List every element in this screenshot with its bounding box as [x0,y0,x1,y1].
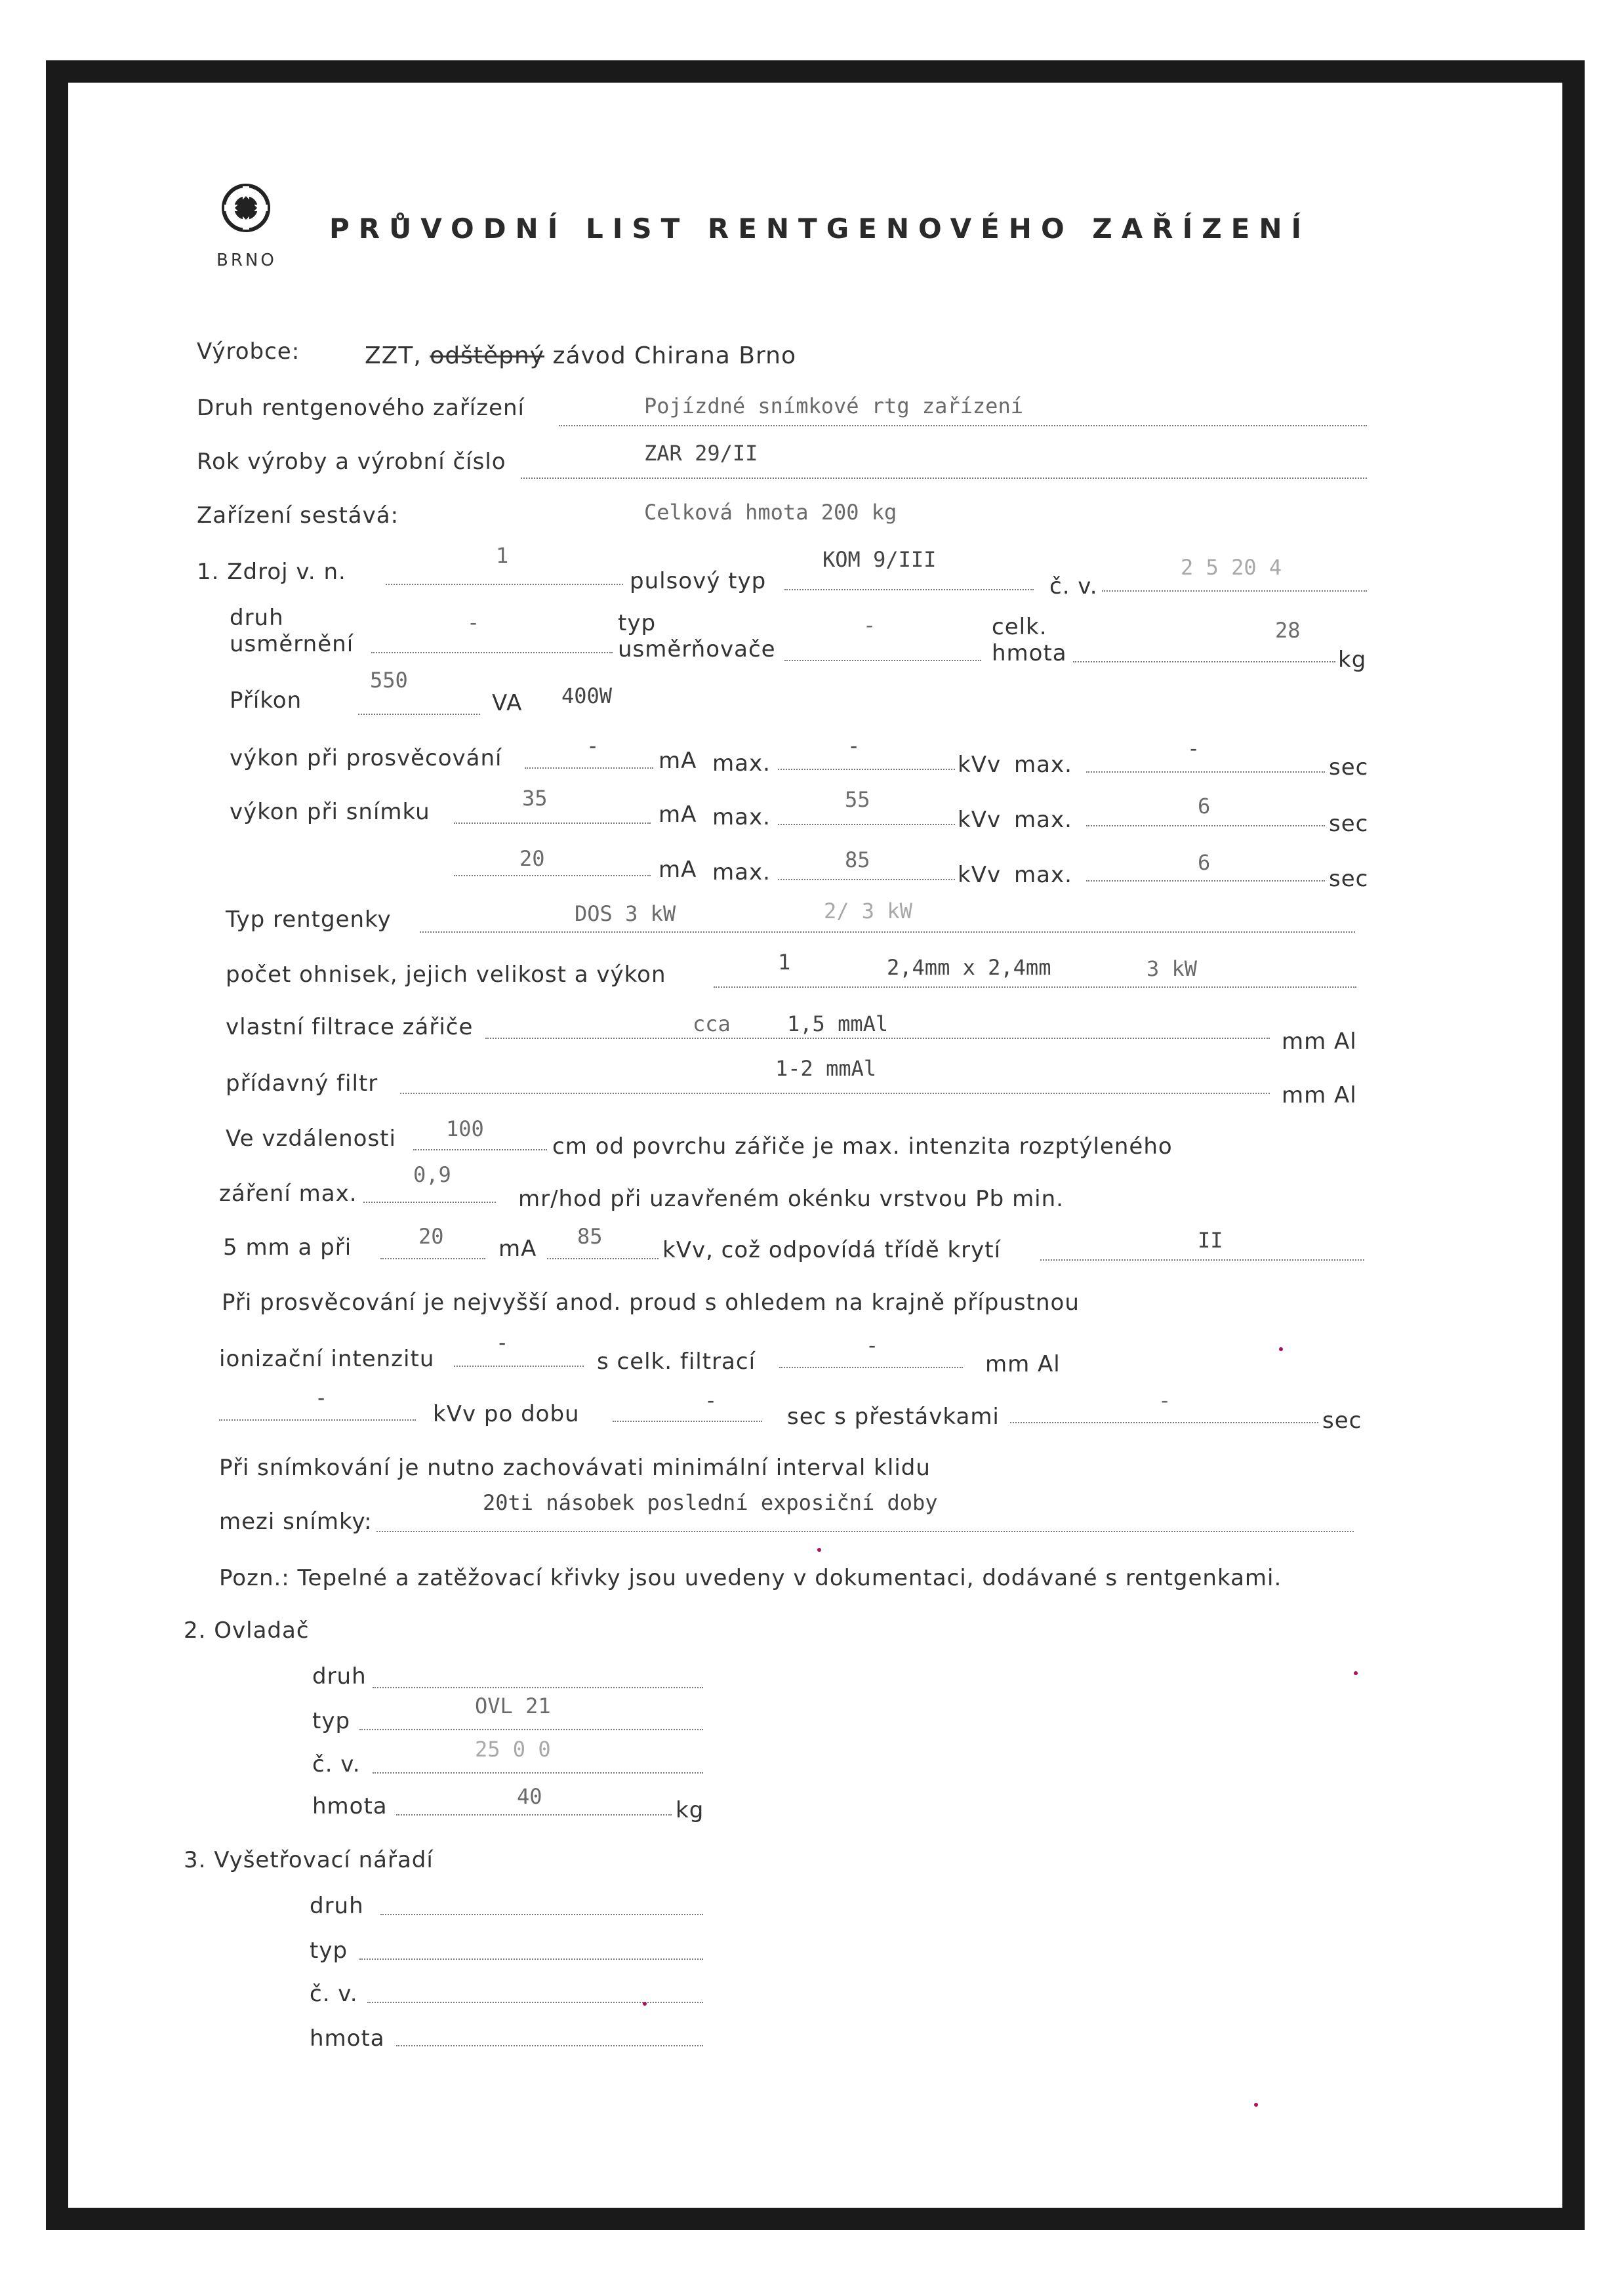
consists-label: Zařízení sestává: [197,502,399,529]
tube-dots [420,931,1355,933]
sec-value: 6 [1198,850,1211,875]
sec-unit: sec [1329,754,1369,781]
year-dots [521,477,1367,479]
mm-kv-value: 85 [577,1224,603,1249]
max-label: max. [1014,752,1072,778]
ovladac-hmota-dots [396,1814,672,1816]
celk-dots [1073,661,1335,662]
pulse-dots [784,589,1034,590]
ion-value: - [496,1330,509,1355]
ovladac-typ-dots [359,1729,703,1730]
naradi-typ-dots [359,1958,703,1960]
kv-value: - [847,733,861,758]
ma-unit: mA [659,748,697,774]
max-label: max. [712,804,771,830]
kv-dots [778,879,955,880]
doba-value: - [704,1388,718,1413]
power-row-label: výkon při snímku [230,799,430,825]
prikon-unit: VA [492,690,523,716]
mm-ma-value: 20 [418,1224,444,1249]
sec-value: - [1187,736,1200,761]
tube-value: DOS 3 kW [575,901,676,926]
cv-value: 2 5 20 4 [1181,555,1282,580]
kvv-label: kVv po dobu [433,1401,580,1427]
mezi-dots [376,1531,1354,1532]
mm-ma-dots [380,1258,485,1259]
sec-dots [1086,880,1325,882]
doba-dots [613,1421,762,1422]
max-label: max. [1014,807,1072,833]
naradi-cv-label: č. v. [310,1981,358,2007]
filtr-unit: mm Al [1282,1028,1357,1055]
kvv-value: - [315,1385,328,1410]
pause-label: sec s přestávkami [787,1404,1000,1430]
celk-label-1: celk. [992,614,1047,640]
typ-label-2: usměrňovače [618,636,776,662]
ma-value: 35 [522,786,548,811]
naradi-druh-dots [380,1914,703,1915]
ovladac-hmota-label: hmota [312,1793,388,1819]
ink-mark [1354,1671,1358,1675]
tube-value-2: 2/ 3 kW [824,899,912,923]
add-filtr-label: přídavný filtr [226,1070,378,1097]
celk-value: 28 [1275,618,1301,643]
kv-dots [778,769,955,770]
max-label: max. [712,750,771,777]
kv-unit: kVv [958,862,1002,888]
ma-dots [525,767,653,769]
filtr-value-1: cca [693,1011,731,1036]
celk-unit: kg [1338,647,1367,673]
ion-label: ionizační intenzitu [219,1346,435,1372]
tube-label: Typ rentgenky [226,906,392,933]
add-filtr-unit: mm Al [1282,1082,1357,1108]
foci-power: 3 kW [1147,956,1198,981]
dist-text: cm od povrchu zářiče je max. intenzita rozptýleného [552,1133,1173,1160]
kv-unit: kVv [958,807,1002,833]
chirana-logo [219,181,273,235]
druh-dots [371,652,613,653]
naradi-cv-dots [367,2002,703,2003]
cv-dots [1102,590,1367,592]
ma-dots [454,822,651,824]
foci-count: 1 [778,950,791,975]
kvv-dots [219,1419,416,1421]
zdroj-dots [386,584,623,585]
sec-unit: sec [1329,811,1369,837]
filtr-value-2: 1,5 mmAl [787,1011,889,1036]
ovladac-cv-dots [373,1772,703,1774]
power-row-label: výkon při prosvěcování [230,745,502,771]
dist-prefix: Ve vzdálenosti [226,1126,396,1152]
year-label: Rok výroby a výrobní číslo [197,449,506,475]
foci-size: 2,4mm x 2,4mm [887,955,1051,980]
mm-class-dots [1040,1259,1364,1261]
ovladac-cv-value: 25 0 0 [475,1737,551,1762]
manufacturer-label: Výrobce: [197,338,300,365]
typ-value: - [863,613,876,638]
prikon-value: 550 [370,668,408,693]
ion-dots [454,1366,584,1367]
naradi-druh-label: druh [310,1893,364,1919]
rad-text: mr/hod při uzavřeném okénku vrstvou Pb min. [518,1186,1064,1212]
naradi-hmota-dots [396,2045,703,2046]
pause-value: - [1158,1388,1171,1413]
pause-dots [1010,1422,1318,1423]
manufacturer-value [365,342,796,369]
max-label: max. [1014,862,1072,888]
pulse-label: pulsový typ [630,568,767,594]
prosv-text: Při prosvěcování je nejvyšší anod. proud s ohledem na krajně přípustnou [222,1289,1080,1316]
dist-dots [413,1149,547,1150]
ovladac-druh-label: druh [312,1663,367,1690]
prikon-dots [358,714,480,715]
ink-mark [1279,1347,1283,1351]
filtr-label: vlastní filtrace zářiče [226,1014,474,1040]
dist-value: 100 [446,1116,484,1141]
ovladac-hmota-value: 40 [517,1784,542,1809]
zdroj-value: 1 [496,543,509,568]
sec-unit: sec [1329,866,1369,892]
druh-label-2: usměrnění [230,631,354,657]
type-label: Druh rentgenového zařízení [197,395,525,421]
ma-dots [454,875,651,876]
ma-unit: mA [659,802,697,828]
mezi-value: 20ti násobek poslední exposiční doby [483,1490,938,1515]
mm-class-value: II [1198,1228,1223,1253]
year-value: ZAR 29/II [644,441,758,466]
consists-value: Celková hmota 200 kg [644,500,897,525]
logo-text: BRNO [216,251,277,270]
mm-prefix: 5 mm a při [223,1234,352,1261]
ion-filtr-dots [779,1367,963,1368]
type-value: Pojízdné snímkové rtg zařízení [644,394,1023,418]
mm-kv-text: kVv, což odpovídá třídě krytí [662,1237,1002,1263]
kv-value: 55 [845,787,870,812]
mezi-label: mezi snímky: [219,1509,373,1535]
ink-mark [643,2002,647,2006]
type-dots [559,425,1367,426]
pulse-value: KOM 9/III [822,547,937,572]
rad-dots [363,1202,496,1203]
ma-value: 20 [519,846,545,871]
sec-dots [1086,825,1325,826]
ion-filtr-unit: mm Al [985,1351,1061,1377]
typ-label-1: typ [618,610,657,636]
section3-heading: 3. Vyšetřovací nářadí [184,1847,434,1873]
celk-label-2: hmota [992,640,1067,666]
add-filtr-value: 1-2 mmAl [775,1056,877,1081]
cv-label: č. v. [1049,573,1098,599]
typ-label [618,610,776,662]
document-title: PRŮVODNÍ LIST RENTGENOVÉHO ZAŘÍZENÍ [329,213,1311,245]
filtr-dots [485,1038,1270,1039]
prikon-label: Příkon [230,687,302,714]
ovladac-druh-dots [373,1687,703,1688]
prikon-note: 400W [561,683,613,708]
ovladac-hmota-unit: kg [676,1797,704,1823]
ion-filtr-value: - [866,1333,879,1358]
foci-label: počet ohnisek, jejich velikost a výkon [226,962,666,988]
rad-prefix: záření max. [219,1181,357,1207]
ink-mark [1254,2103,1258,2107]
ovladac-typ-label: typ [312,1708,351,1734]
ink-mark [817,1548,821,1552]
naradi-hmota-label: hmota [310,2025,385,2052]
ma-unit: mA [659,857,697,883]
kv-dots [778,824,955,825]
snim-text: Při snímkování je nutno zachovávati minimální interval klidu [219,1455,931,1481]
mm-ma-unit: mA [498,1236,537,1262]
foci-dots [714,986,1356,988]
ovladac-typ-value: OVL 21 [475,1694,551,1718]
ovladac-cv-label: č. v. [312,1751,361,1777]
section1-heading: 1. Zdroj v. n. [197,559,346,585]
ion-filtr-label: s celk. filtrací [597,1349,756,1375]
manufacturer-prefix: ZZT, [365,342,422,369]
mm-kv-dots [547,1258,659,1259]
celk-label [992,614,1067,666]
ma-value: - [586,733,599,758]
note-text: Pozn.: Tepelné a zatěžovací křivky jsou uvedeny v dokumentaci, dodávané s rentgenkami. [219,1565,1282,1591]
pause-unit: sec [1322,1408,1362,1434]
manufacturer-suffix: závod Chirana Brno [552,342,796,369]
rad-value: 0,9 [413,1162,451,1187]
kv-unit: kVv [958,752,1002,778]
kv-value: 85 [845,847,870,872]
max-label: max. [712,859,771,885]
sec-value: 6 [1198,794,1211,819]
naradi-typ-label: typ [310,1938,348,1964]
typ-dots [784,660,981,661]
add-filtr-dots [400,1093,1270,1094]
sec-dots [1086,771,1325,773]
druh-label [230,605,354,657]
section2-heading: 2. Ovladač [184,1617,310,1644]
druh-label-1: druh [230,605,284,631]
druh-value: - [467,610,480,635]
manufacturer-struck: odštěpný [430,342,545,369]
